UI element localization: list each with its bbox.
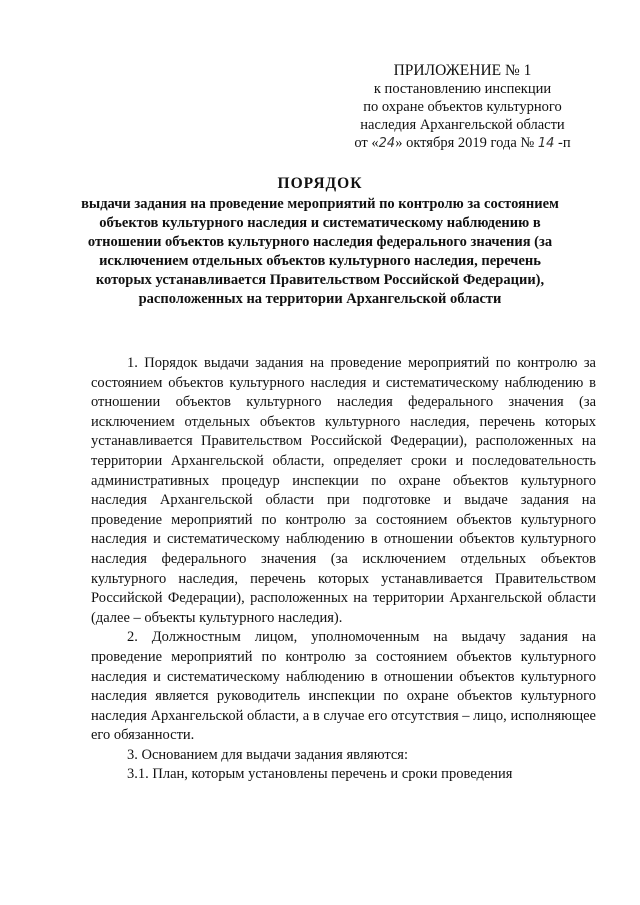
paragraph-3: 3. Основанием для выдачи задания являются:	[127, 746, 408, 763]
paragraph-2: 2. Должностным лицом, уполномоченным на выдачу задания на проведение мероприятий по контролю за состоянием объектов культурного наследия и систематическому наблюдению в отношении объектов культурного наследия является руководитель инспекции по охране объектов культурного наследия Архангельской области, а в случае его отсутствия – лицо, исполняющее его обязанности.	[91, 629, 596, 744]
paragraph-1: 1. Порядок выдачи задания на проведение мероприятий по контролю за состоянием объектов культурного наследия и систематическому наблюдению в отношении объектов культурного наследия федерального значения (за исключением отдельных объектов культурного наследия, перечень которых устанавливается Правительством Российской Федерации), расположенных на территории Архангельской области, определяет сроки и последовательность административных процедур инспекции по охране объектов культурного наследия Архангельской области при подготовке и выдаче задания на проведение мероприятий по контролю за состоянием объектов культурного наследия и систематическому наблюдению в отношении объектов культурного наследия федерального значения (за исключением отдельных объектов культурного наследия, перечень которых устанавливается Правительством Российской Федерации), расположенных на территории Архангельской области (далее – объекты культурного наследия).	[91, 355, 596, 626]
document-body	[91, 354, 596, 784]
appendix-date-line	[330, 134, 595, 153]
title-main: ПОРЯДОК	[277, 175, 363, 192]
appendix-title: ПРИЛОЖЕНИЕ № 1	[393, 62, 532, 79]
handwritten-number: 14	[537, 136, 555, 151]
paragraph-3-1: 3.1. План, которым установлены перечень и сроки проведения	[127, 766, 513, 783]
appendix-header	[330, 62, 595, 153]
appendix-line-3: наследия Архангельской области	[360, 117, 565, 133]
handwritten-day: 24	[378, 136, 396, 151]
number-suffix: -п	[558, 135, 571, 151]
title-subtitle: выдачи задания на проведение мероприятий по контролю за состоянием объектов культурного наследия и систематическому наблюдению в отношении объектов культурного наследия федерального значения (за исключением отдельных объектов культурного наследия, перечень которых устанавливается Правительством Российской Федерации), расположенных на территории Архангельской области	[81, 196, 559, 307]
appendix-line-2: по охране объектов культурного	[363, 99, 562, 115]
appendix-line-1: к постановлению инспекции	[373, 81, 552, 97]
date-middle: » октября 2019 года №	[395, 135, 535, 151]
document-title	[80, 174, 560, 309]
date-prefix: от «	[354, 135, 379, 151]
